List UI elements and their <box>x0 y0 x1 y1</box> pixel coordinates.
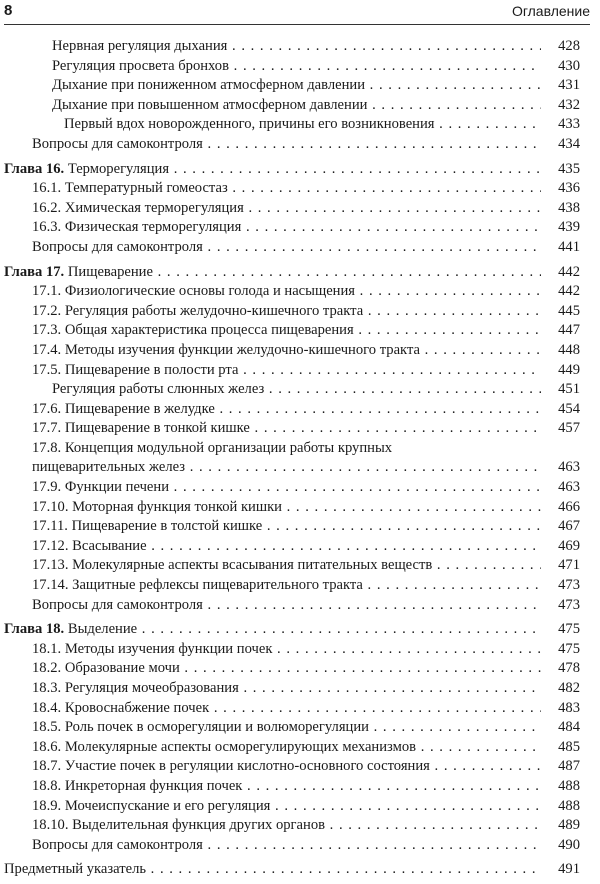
entry-text: Вопросы для самоконтроля <box>32 596 203 613</box>
toc-entry <box>0 836 600 856</box>
toc-page-number: 454 <box>541 400 580 420</box>
toc-page-number: 447 <box>541 321 580 341</box>
toc-page-number: 428 <box>541 37 580 57</box>
toc-entry <box>0 37 600 57</box>
toc-page-number: 432 <box>541 96 580 116</box>
toc-entry <box>0 96 600 116</box>
entry-text: 18.1. Методы изучения функции почек <box>32 640 273 657</box>
entry-text: 16.2. Химическая терморегуляция <box>32 199 244 216</box>
toc-page-number: 441 <box>541 238 580 258</box>
toc-entry <box>0 738 600 758</box>
toc-page-number: 478 <box>541 659 580 679</box>
toc-entry <box>0 556 600 576</box>
toc-page-number: 457 <box>541 419 580 439</box>
toc-entry <box>0 718 600 738</box>
toc-entry-title <box>52 76 544 96</box>
toc-page-number: 484 <box>541 718 580 738</box>
toc-page-number: 475 <box>541 640 580 660</box>
toc-entry <box>0 757 600 777</box>
toc-entry <box>0 640 600 660</box>
chapter-label: Глава 16. <box>4 160 65 177</box>
entry-text: 17.5. Пищеварение в полости рта <box>32 361 239 378</box>
entry-text: 17.1. Физиологические основы голода и насыщения <box>32 283 356 300</box>
entry-text: 18.10. Выделительная функция других органов <box>32 817 326 834</box>
toc-entry <box>0 361 600 381</box>
entry-text: Вопросы для самоконтроля <box>32 836 203 853</box>
toc-chapter-entry <box>0 620 600 640</box>
entry-text: 16.1. Температурный гомеостаз <box>32 180 228 197</box>
entry-text: Выделение <box>64 621 138 638</box>
entry-text: 17.3. Общая характеристика процесса пищеварения <box>32 322 354 339</box>
toc-entry-title <box>64 115 544 135</box>
toc-entry-title <box>32 576 544 596</box>
toc-entry <box>0 439 600 459</box>
chapter-label: Глава 18. <box>4 621 65 638</box>
toc-entry-title <box>32 199 544 219</box>
entry-text: 17.8. Концепция модульной организации работы крупных <box>32 439 393 456</box>
entry-text: Предметный указатель <box>4 861 147 878</box>
entry-text: 17.7. Пищеварение в тонкой кишке <box>32 420 250 437</box>
toc-entry <box>0 596 600 616</box>
entry-text: 17.6. Пищеварение в желудке <box>32 400 215 417</box>
toc-entry <box>0 400 600 420</box>
toc-entry-title <box>32 179 544 199</box>
toc-entry-title <box>32 738 544 758</box>
toc-entry-title <box>32 302 544 322</box>
toc-entry <box>0 199 600 219</box>
entry-text: Пищеварение <box>64 263 153 280</box>
toc-entry <box>0 302 600 322</box>
entry-text: 18.6. Молекулярные аспекты осморегулирующих механизмов <box>32 738 417 755</box>
entry-text: Первый вдох новорожденного, причины его возникновения <box>64 116 435 133</box>
toc-entry-title <box>32 757 544 777</box>
toc-entry-title <box>32 596 544 616</box>
toc-chapter-entry <box>0 160 600 180</box>
toc-entry <box>0 135 600 155</box>
toc-entry <box>0 419 600 439</box>
toc-page-number: 451 <box>541 380 580 400</box>
entry-text: 18.9. Мочеиспускание и его регуляция <box>32 797 271 814</box>
toc-page-number: 436 <box>541 179 580 199</box>
toc-entry-title <box>32 836 544 856</box>
toc-entry-title <box>32 341 544 361</box>
toc-entry <box>0 321 600 341</box>
entry-text: 18.7. Участие почек в регуляции кислотно-основного состояния <box>32 758 430 775</box>
toc-entry-title <box>32 498 544 518</box>
toc-entry-title <box>4 860 544 880</box>
entry-text: Вопросы для самоконтроля <box>32 135 203 152</box>
toc-entry <box>0 341 600 361</box>
toc-page-number: 483 <box>541 699 580 719</box>
entry-text: 18.3. Регуляция мочеобразования <box>32 680 239 696</box>
entry-text: Дыхание при повышенном атмосферном давлении <box>52 96 368 113</box>
toc-entry-title <box>52 37 544 57</box>
table-of-contents <box>0 37 600 880</box>
toc-page-number: 445 <box>541 302 580 322</box>
toc-entry <box>0 218 600 238</box>
entry-text: 18.4. Кровоснабжение почек <box>32 699 210 716</box>
toc-entry <box>0 238 600 258</box>
toc-entry <box>0 76 600 96</box>
toc-page-number: 471 <box>541 556 580 576</box>
toc-entry-title <box>52 380 544 400</box>
toc-entry-title <box>32 439 544 459</box>
toc-entry-title <box>32 517 544 537</box>
toc-entry-title <box>32 777 544 797</box>
toc-entry-title <box>32 537 544 557</box>
toc-entry <box>0 478 600 498</box>
entry-text: 17.4. Методы изучения функции желудочно-кишечного тракта <box>32 341 420 358</box>
toc-entry-title <box>32 419 544 439</box>
page-number: 8 <box>4 2 13 19</box>
toc-page-number: 433 <box>541 115 580 135</box>
toc-page-number: 463 <box>541 478 580 498</box>
toc-page-number: 488 <box>541 777 580 797</box>
toc-entry <box>0 659 600 679</box>
toc-page-number: 490 <box>541 836 580 856</box>
toc-page-number: 435 <box>541 160 580 180</box>
toc-entry-title <box>32 321 544 341</box>
toc-entry <box>0 517 600 537</box>
toc-entry-title <box>32 361 544 381</box>
toc-entry <box>0 576 600 596</box>
toc-chapter-entry <box>0 860 600 880</box>
toc-page-number: 488 <box>541 797 580 817</box>
entry-text: 16.3. Физическая терморегуляция <box>32 219 242 236</box>
toc-page-number: 467 <box>541 517 580 537</box>
entry-text: Дыхание при пониженном атмосферном давлении <box>52 77 366 94</box>
toc-page-number: 448 <box>541 341 580 361</box>
entry-text: Регуляция работы слюнных желез <box>52 381 265 398</box>
toc-entry <box>0 380 600 400</box>
entry-text: 18.8. Инкреторная функция почек <box>32 777 243 794</box>
entry-text: пищеварительных желез <box>32 459 186 476</box>
toc-page-number: 489 <box>541 816 580 836</box>
toc-entry-title <box>4 160 544 180</box>
toc-page-number: 449 <box>541 361 580 381</box>
toc-page-number: 442 <box>541 263 580 283</box>
toc-page-number: 491 <box>541 860 580 880</box>
toc-page-number: 473 <box>541 576 580 596</box>
toc-page-number: 482 <box>541 679 580 699</box>
entry-text: 17.9. Функции печени <box>32 479 170 496</box>
toc-page-number: 469 <box>541 537 580 557</box>
toc-entry-title <box>32 659 544 679</box>
entry-text: 17.11. Пищеварение в толстой кишке <box>32 518 263 535</box>
entry-text: 18.2. Образование мочи <box>32 660 180 677</box>
toc-entry-title <box>4 263 544 283</box>
toc-page-number: 485 <box>541 738 580 758</box>
toc-page-number: 438 <box>541 199 580 219</box>
toc-page-number: 475 <box>541 620 580 640</box>
entry-text: 17.13. Молекулярные аспекты всасывания питательных веществ <box>32 557 433 574</box>
toc-entry <box>0 57 600 77</box>
toc-entry-title <box>52 57 544 77</box>
toc-entry-title <box>32 478 544 498</box>
chapter-label: Глава 17. <box>4 263 65 280</box>
toc-page-number: 442 <box>541 282 580 302</box>
entry-text: 18.5. Роль почек в осморегуляции и волюморегуляции <box>32 719 369 736</box>
toc-entry <box>0 498 600 518</box>
toc-entry-title <box>32 458 544 478</box>
toc-entry-title <box>32 718 544 738</box>
toc-entry <box>0 537 600 557</box>
toc-page-number: 430 <box>541 57 580 77</box>
toc-entry <box>0 458 600 478</box>
toc-page-number: 463 <box>541 458 580 478</box>
toc-entry-title <box>4 620 544 640</box>
toc-entry-title <box>32 699 544 719</box>
entry-text: Вопросы для самоконтроля <box>32 238 203 255</box>
entry-text: 17.14. Защитные рефлексы пищеварительного тракта <box>32 577 363 594</box>
entry-text: 17.10. Моторная функция тонкой кишки <box>32 498 282 515</box>
entry-text: Регуляция просвета бронхов <box>52 57 229 74</box>
toc-page-number: 473 <box>541 596 580 616</box>
toc-entry-title <box>32 556 544 576</box>
toc-entry-title <box>32 238 544 258</box>
toc-entry-title <box>32 797 544 817</box>
toc-chapter-entry <box>0 263 600 283</box>
toc-entry <box>0 699 600 719</box>
toc-entry-title <box>32 816 544 836</box>
entry-text: 17.12. Всасывание <box>32 537 147 554</box>
toc-page-number: 466 <box>541 498 580 518</box>
toc-entry-title <box>52 96 544 116</box>
toc-entry-title <box>32 640 544 660</box>
running-header <box>4 0 590 25</box>
toc-entry <box>0 282 600 302</box>
toc-entry-title <box>32 218 544 238</box>
entry-text: Терморегуляция <box>64 160 170 177</box>
toc-page-number: 434 <box>541 135 580 155</box>
running-title: Оглавление <box>511 3 590 19</box>
toc-entry-title <box>32 400 544 420</box>
entry-text: 17.2. Регуляция работы желудочно-кишечного тракта <box>32 302 364 319</box>
entry-text: Нервная регуляция дыхания <box>52 38 228 54</box>
toc-entry <box>0 777 600 797</box>
toc-entry <box>0 179 600 199</box>
toc-page-number: 439 <box>541 218 580 238</box>
toc-page-number: 487 <box>541 757 580 777</box>
toc-page-number: 431 <box>541 76 580 96</box>
toc-entry-title <box>32 282 544 302</box>
toc-entry <box>0 115 600 135</box>
toc-entry <box>0 816 600 836</box>
toc-entry <box>0 679 600 699</box>
toc-entry-title <box>32 679 544 699</box>
toc-entry-title <box>32 135 544 155</box>
toc-entry <box>0 797 600 817</box>
